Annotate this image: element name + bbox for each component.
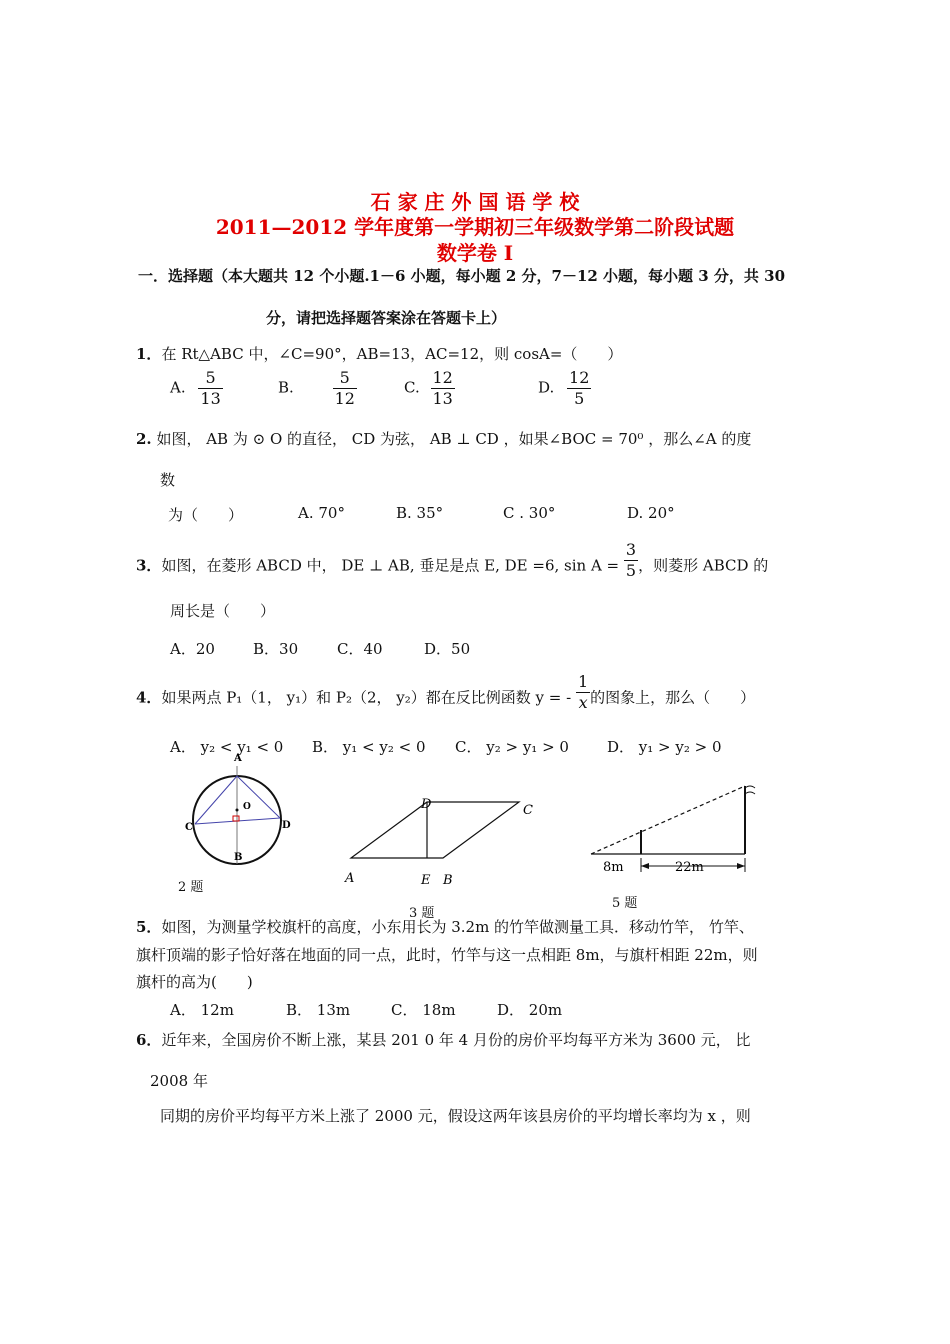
option-label: B. xyxy=(278,378,294,397)
question-6 xyxy=(136,1029,750,1050)
question-stem: 如图， AB 为 ⊙ O 的直径， CD 为弦， AB ⊥ CD ，如果∠BOC = 70⁰ ，那么∠A 的度 xyxy=(156,430,752,448)
q6-stem-line3: 同期的房价平均每平方米上涨了 2000 元，假设这两年该县房价的平均增长率均为 x ，则 xyxy=(160,1107,751,1125)
frac-den: 13 xyxy=(200,389,221,408)
label-d: D xyxy=(421,797,432,812)
question-stem-end: ，则菱形 ABCD 的 xyxy=(638,556,769,575)
q5-option-a: A． 12m xyxy=(170,1001,234,1019)
question-stem: 如图，在菱形 ABCD 中， DE ⊥ AB, 垂足是点 E, DE =6, sin A = xyxy=(161,556,620,575)
label-a: A xyxy=(234,753,242,764)
q4-option-c: C． y₂ > y₁ > 0 xyxy=(455,738,569,756)
q3-option-c: C．40 xyxy=(337,640,383,658)
q3-stem-cont: 周长是（ ） xyxy=(170,602,276,620)
frac-num: 12 xyxy=(569,368,590,387)
figure-2-caption: 2 题 xyxy=(178,880,204,895)
frac-num: 1 xyxy=(577,672,589,691)
figure-5-flagpole-diagram xyxy=(585,778,775,878)
question-stem: 如果两点 P₁（1， y₁）和 P₂（2， y₂）都在反比例函数 y = - xyxy=(161,688,572,707)
question-3 xyxy=(136,540,769,581)
option-label: D. xyxy=(538,378,555,397)
label-d: D xyxy=(282,820,291,831)
frac-num: 3 xyxy=(625,540,637,559)
school-title: 石 家 庄 外 国 语 学 校 xyxy=(370,190,580,214)
label-o: O xyxy=(243,802,251,812)
frac-den: 5 xyxy=(574,389,585,408)
frac-den: 12 xyxy=(334,389,355,408)
q5-option-b: B． 13m xyxy=(286,1001,351,1019)
question-4 xyxy=(136,672,756,713)
frac-den: 13 xyxy=(432,389,453,408)
label-8m: 8m xyxy=(603,860,624,875)
q2-option-d: D. 20° xyxy=(627,504,675,522)
frac-num: 12 xyxy=(432,368,453,387)
question-2 xyxy=(136,428,751,449)
label-c: C xyxy=(523,803,533,818)
figure-5-caption: 5 题 xyxy=(612,896,638,911)
question-number: 4． xyxy=(136,688,162,707)
q3-option-b: B．30 xyxy=(253,640,299,658)
label-22m: 22m xyxy=(675,860,704,875)
q4-option-d: D． y₁ > y₂ > 0 xyxy=(607,738,722,756)
question-5 xyxy=(136,916,754,937)
question-stem: 在 Rt△ABC 中，∠C=90°，AB=13，AC=12，则 cosA=（ ） xyxy=(161,345,623,363)
q6-stem-line2: 2008 年 xyxy=(150,1072,208,1090)
q3-option-a: A．20 xyxy=(170,640,215,658)
option-label: C. xyxy=(404,378,420,397)
figure-2-circle-diagram xyxy=(180,752,300,872)
q3-option-d: D．50 xyxy=(424,640,471,658)
frac-num: 5 xyxy=(333,368,357,389)
paper-title: 数学卷 I xyxy=(436,241,514,265)
q1-option-b xyxy=(278,368,357,409)
frac-num: 5 xyxy=(198,368,222,389)
label-e: E xyxy=(421,873,431,888)
question-number: 6． xyxy=(136,1031,162,1049)
question-stem: 近年来，全国房价不断上涨，某县 201 0 年 4 月份的房价平均每平方米为 3600 元， 比 xyxy=(161,1031,751,1049)
section-heading-line1: 一．选择题（本大题共 12 个小题.1－6 小题，每小题 2 分，7－12 小题，每小题 3 分，共 30 xyxy=(138,267,786,285)
label-b: B xyxy=(234,852,243,863)
figure-3-caption: 3 题 xyxy=(409,906,435,921)
question-1 xyxy=(136,343,622,364)
question-stem: 如图，为测量学校旗杆的高度，小东用长为 3.2m 的竹竿做测量工具．移动竹竿， 竹竿、 xyxy=(161,918,754,936)
q2-option-b: B. 35° xyxy=(396,504,444,522)
q2-stem-cont: 数 xyxy=(160,471,176,489)
frac-den: x xyxy=(578,693,588,712)
q1-option-c xyxy=(404,368,455,409)
figure-3-rhombus-diagram xyxy=(335,792,545,892)
q2-option-c: C . 30° xyxy=(503,504,556,522)
label-c: C xyxy=(185,822,193,833)
q2-option-a: A. 70° xyxy=(298,504,345,522)
q5-stem-line2: 旗杆顶端的影子恰好落在地面的同一点，此时，竹竿与这一点相距 8m，与旗杆相距 22m，则 xyxy=(136,946,758,964)
question-stem-end: 的图象上，那么（ ） xyxy=(590,688,756,707)
q5-option-d: D． 20m xyxy=(497,1001,563,1019)
label-a: A xyxy=(345,871,355,886)
label-b: B xyxy=(443,873,453,888)
question-number: 3． xyxy=(136,556,162,575)
option-label: A. xyxy=(170,378,186,397)
question-number: 1． xyxy=(136,345,162,363)
q1-option-a xyxy=(170,368,223,409)
q1-option-d xyxy=(538,368,591,409)
q5-stem-line3: 旗杆的高为( ) xyxy=(136,973,253,991)
q4-option-a: A． y₂ < y₁ < 0 xyxy=(170,738,284,756)
exam-title: 2011—2012 学年度第一学期初三年级数学第二阶段试题 xyxy=(215,215,735,239)
q4-option-b: B． y₁ < y₂ < 0 xyxy=(312,738,426,756)
question-number: 2. xyxy=(136,430,152,448)
section-heading-line2: 分，请把选择题答案涂在答题卡上） xyxy=(266,309,507,327)
q5-option-c: C． 18m xyxy=(391,1001,456,1019)
frac-den: 5 xyxy=(625,561,637,580)
q2-stem-cont2: 为（ ） xyxy=(168,506,244,524)
question-number: 5． xyxy=(136,918,162,936)
